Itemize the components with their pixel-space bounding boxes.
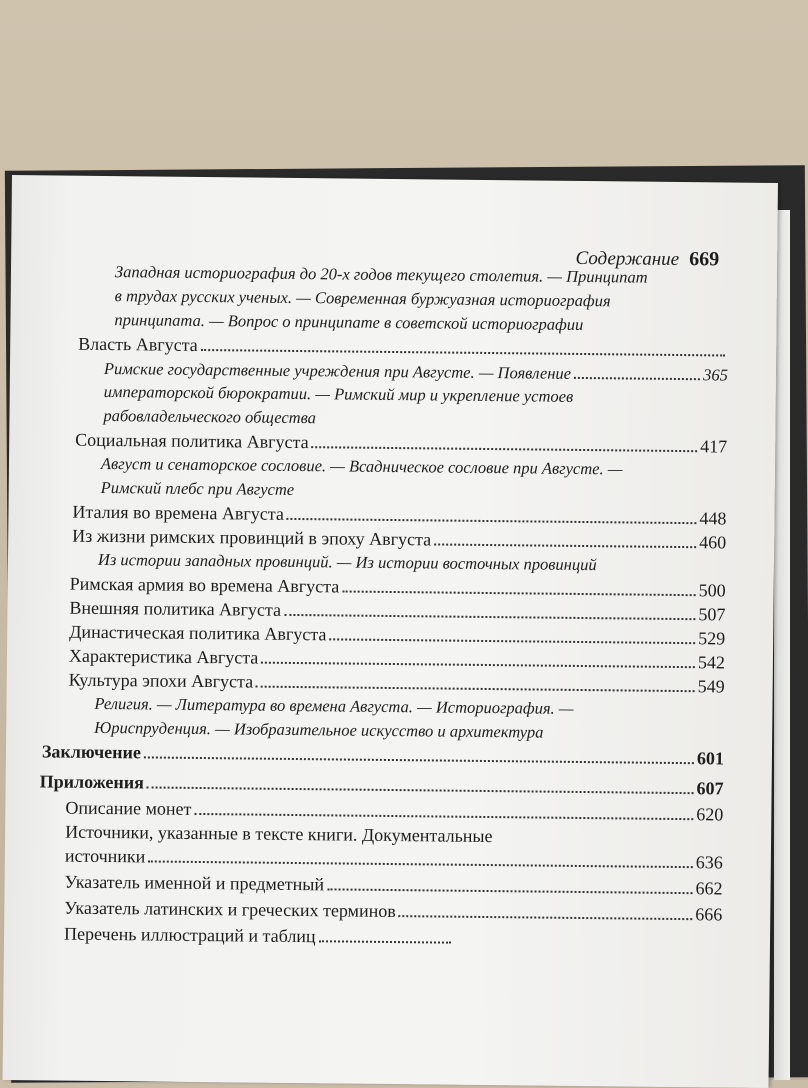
continuation-line: Западная историография до 20-х годов текущего столетия. — Принципат (115, 260, 648, 290)
toc-appendix-item: Описание монет 620 (65, 796, 723, 827)
toc-subentry: Юриспруденция. — Изобразительное искусство и архитектура (94, 716, 543, 745)
toc-page-number: 448 (699, 506, 726, 530)
book-page (3, 175, 778, 1088)
page-stack-edge (774, 210, 790, 1080)
toc-appendix-item: Указатель латинских и греческих терминов 666 (64, 896, 722, 927)
toc-subentry: Римский плебс при Августе (101, 476, 295, 502)
table-of-contents (3, 175, 778, 1088)
toc-page-number: 460 (699, 530, 726, 554)
toc-entry: Внешняя политика Августа 507 (69, 596, 725, 627)
toc-entry: Власть Августа (78, 332, 728, 363)
toc-page-number: 620 (696, 802, 723, 826)
toc-subentry: рабовладельческого общества (103, 404, 316, 430)
toc-section-appendices: Приложения 607 (40, 769, 724, 800)
toc-entry: Из жизни римских провинций в эпоху Августа 460 (72, 524, 726, 555)
continuation-line: в трудах русских ученых. — Современная буржуазная историография (115, 284, 611, 313)
toc-entry: Династическая политика Августа 529 (69, 620, 725, 651)
toc-page-number: 666 (695, 902, 722, 926)
toc-entry: Культура эпохи Августа 549 (69, 668, 725, 699)
toc-subentry: Религия. — Литература во времена Августа. — Историография. — (94, 692, 573, 721)
toc-page-number: 636 (696, 850, 723, 874)
toc-page-number: 662 (695, 876, 722, 900)
toc-subentry: Август и сенаторское сословие. — Всадническое сословие при Августе. — (101, 452, 623, 481)
toc-entry: Римская армия во времена Августа 500 (70, 572, 726, 603)
toc-subentry: Римские государственные учреждения при Августе. — Появление 365 (104, 356, 728, 387)
toc-page-number: 365 (703, 363, 728, 387)
toc-page-number: 607 (696, 776, 723, 800)
toc-section-conclusion: Заключение 601 (42, 739, 724, 770)
toc-appendix-item: Источники, указанные в тексте книги. Документальные (65, 820, 723, 851)
toc-page-number: 549 (698, 674, 725, 698)
toc-subentry: Из истории западных провинций. — Из истории восточных провинций (98, 548, 597, 577)
header-page-number: 669 (689, 248, 719, 270)
toc-page-number: 500 (699, 578, 726, 602)
toc-page-number: 507 (698, 602, 725, 626)
toc-page-number: 529 (698, 626, 725, 650)
toc-appendix-item: Указатель именной и предметный 662 (64, 870, 722, 901)
continuation-line: принципата. — Вопрос о принципате в советской историографии (114, 308, 583, 337)
toc-appendix-item: Перечень иллюстраций и таблиц (64, 922, 454, 950)
toc-entry: Характеристика Августа 542 (69, 644, 725, 675)
toc-page-number: 417 (700, 434, 727, 458)
toc-appendix-item: источники 636 (65, 844, 723, 875)
toc-page-number: 601 (697, 746, 724, 770)
toc-page-number: 542 (698, 650, 725, 674)
toc-entry: Италия во времена Августа 448 (72, 500, 726, 531)
toc-subentry: императорской бюрократии. — Римский мир и укрепление устоев (104, 380, 574, 409)
header-title: Содержание (575, 248, 679, 270)
toc-entry: Социальная политика Августа 417 (75, 428, 727, 459)
